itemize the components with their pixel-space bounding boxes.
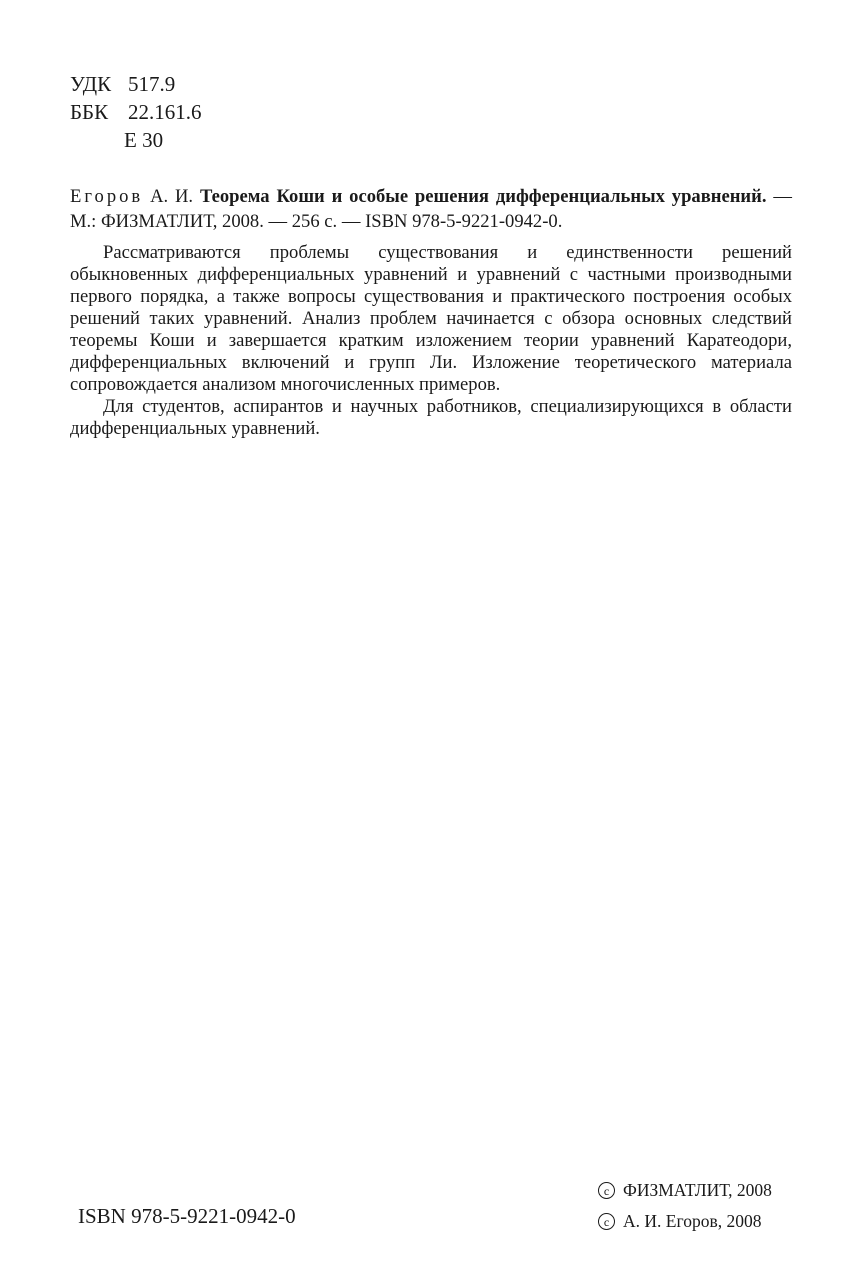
udk-row (70, 70, 202, 98)
copyright-holder: ФИЗМАТЛИТ, 2008 (623, 1180, 772, 1200)
abstract (70, 242, 792, 440)
udk-label: УДК (70, 72, 112, 96)
bibliographic-entry (70, 184, 792, 234)
author-initials: А. И. (150, 186, 194, 207)
copyright-author (598, 1206, 772, 1237)
copyright-icon: c (598, 1213, 615, 1230)
isbn-footer: ISBN 978-5-9221-0942-0 (78, 1204, 296, 1228)
bbk-label: ББК (70, 100, 109, 124)
author-code: Е 30 (124, 128, 164, 152)
copyright-icon: c (598, 1182, 615, 1199)
bbk-row (70, 98, 202, 126)
copyright-holder: А. И. Егоров, 2008 (623, 1211, 762, 1231)
audience-paragraph: Для студентов, аспирантов и научных работников, специализирующихся в области дифференциальных уравнений. (70, 396, 792, 439)
classification-block (70, 70, 202, 154)
udk-value: 517.9 (128, 72, 176, 96)
author-surname: Егоров (70, 186, 144, 207)
abstract-paragraph: Рассматриваются проблемы существования и единственности решений обыкновенных дифференциальных уравнений и уравнений с частными производными первого порядка, а также вопросы существования и практического построения особых решений таких уравнений. Анализ проблем начинается с обзора основных следствий теоремы Коши и завершается кратким изложением теории уравнений Каратеодори, дифференциальных включений и групп Ли. Изложение теоретического материала сопровождается анализом многочисленных примеров. (70, 242, 792, 395)
book-title: Теорема Коши и особые решения дифференциальных уравнений. (199, 186, 767, 207)
bbk-value: 22.161.6 (128, 100, 202, 124)
copyright-notices (598, 1175, 772, 1237)
copyright-publisher (598, 1175, 772, 1206)
publication-details: — М.: ФИЗМАТЛИТ, 2008. — 256 с. — ISBN 978-5-9221-0942-0. (70, 186, 792, 232)
